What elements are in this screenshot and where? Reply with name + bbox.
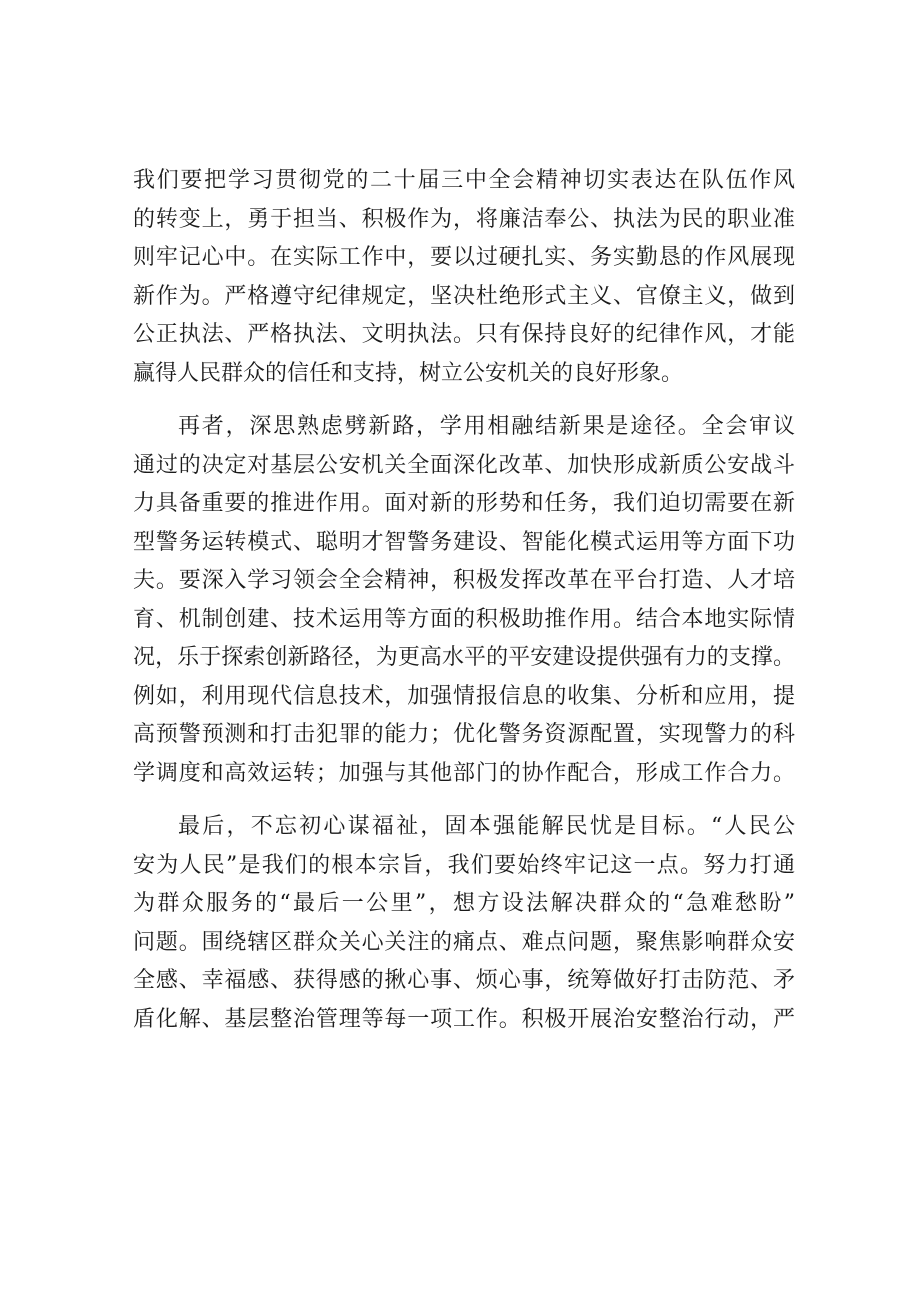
- text-line: 力具备重要的推进作用。面对新的形势和任务，我们迫切需要在新: [133, 491, 795, 516]
- text-line: 通过的决定对基层公安机关全面深化改革、加快形成新质公安战斗: [133, 452, 795, 478]
- paragraph-1: [133, 162, 795, 393]
- text-line: 则牢记心中。在实际工作中，要以过硬扎实、务实勤恳的作风展现: [133, 245, 795, 270]
- text-line: 学调度和高效运转；加强与其他部门的协作配合，形成工作合力。: [133, 760, 795, 786]
- text-line: 公正执法、严格执法、文明执法。只有保持良好的纪律作风，才能: [133, 322, 795, 347]
- text-line: 我们要把学习贯彻党的二十届三中全会精神切实表达在队伍作风: [133, 168, 795, 193]
- text-line: 再者，深思熟虑劈新路，学用相融结新果是途径。全会审议: [178, 414, 795, 439]
- text-line: 夫。要深入学习领会全会精神，积极发挥改革在平台打造、人才培: [133, 568, 795, 593]
- text-line: 盾化解、基层整治管理等每一项工作。积极开展治安整治行动，严: [133, 1006, 795, 1032]
- text-line: 全感、幸福感、获得感的揪心事、烦心事，统筹做好打击防范、矛: [133, 968, 795, 993]
- text-line: 型警务运转模式、聪明才智警务建设、智能化模式运用等方面下功: [133, 529, 795, 555]
- text-line: 为群众服务的“最后一公里”，想方设法解决群众的“急难愁盼”: [133, 891, 795, 916]
- text-line: 问题。围绕辖区群众关心关注的痛点、难点问题，聚焦影响群众安: [133, 929, 795, 955]
- text-line: 安为人民”是我们的根本宗旨，我们要始终牢记这一点。努力打通: [133, 852, 795, 878]
- document-body: [133, 162, 795, 1039]
- text-line: 育、机制创建、技术运用等方面的积极助推作用。结合本地实际情: [133, 606, 795, 632]
- paragraph-3: [133, 808, 795, 1039]
- paragraph-2: [133, 408, 795, 793]
- text-line: 况，乐于探索创新路径，为更高水平的平安建设提供强有力的支撑。: [133, 645, 795, 670]
- text-line: 新作为。严格遵守纪律规定，坚决杜绝形式主义、官僚主义，做到: [133, 283, 795, 309]
- text-line: 例如，利用现代信息技术，加强情报信息的收集、分析和应用，提: [133, 683, 795, 709]
- text-line: 最后，不忘初心谋福祉，固本强能解民忧是目标。“人民公: [178, 814, 795, 839]
- text-line: 的转变上，勇于担当、积极作为，将廉洁奉公、执法为民的职业准: [133, 206, 795, 232]
- text-line: 赢得人民群众的信任和支持，树立公安机关的良好形象。: [133, 360, 684, 386]
- text-line: 高预警预测和打击犯罪的能力；优化警务资源配置，实现警力的科: [133, 722, 795, 747]
